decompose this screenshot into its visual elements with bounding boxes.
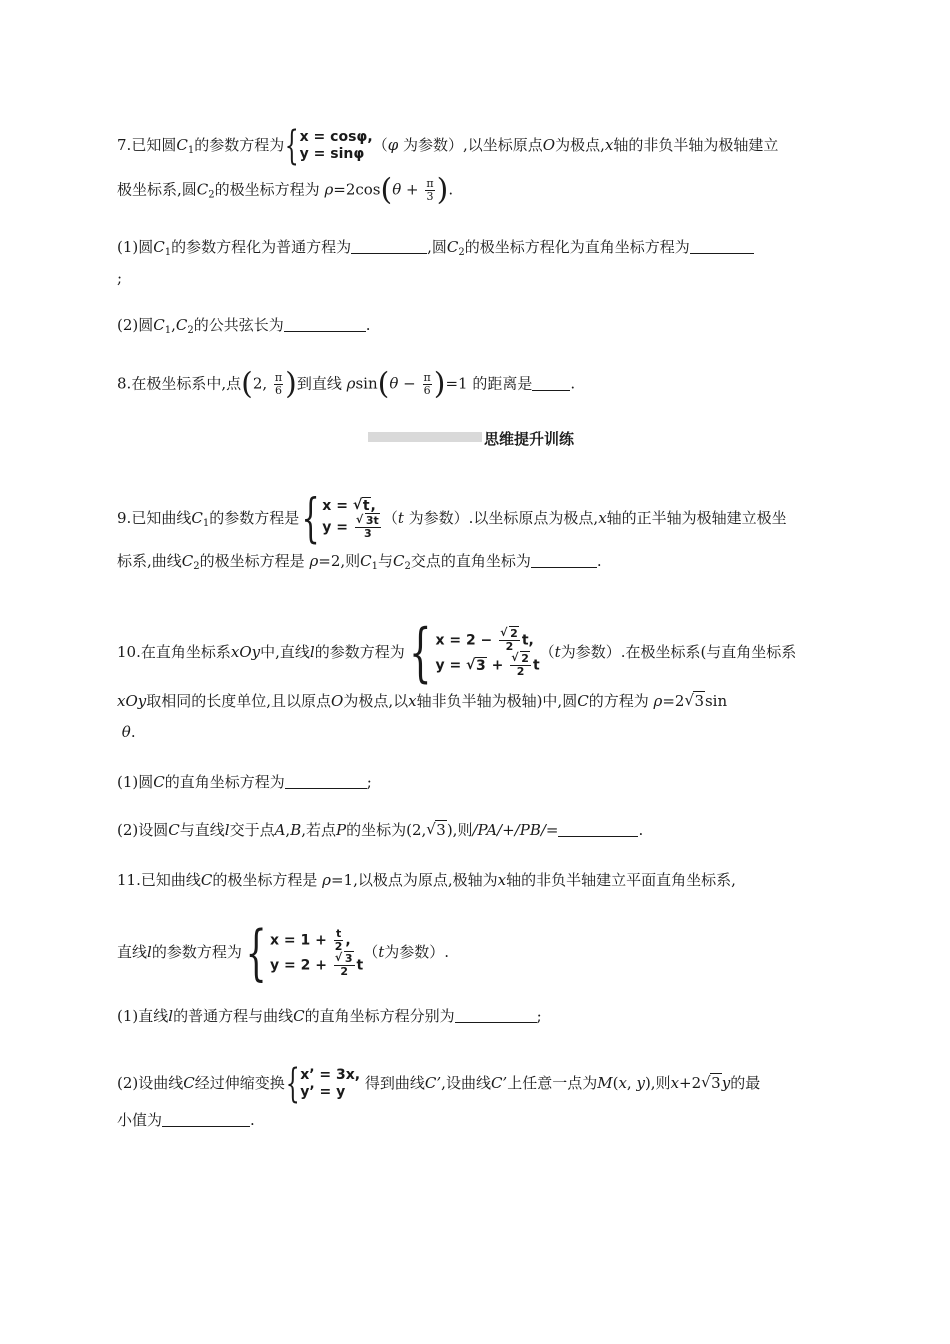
text: =2 (662, 692, 685, 710)
text: , (171, 316, 176, 334)
math-var: C (293, 1007, 305, 1025)
text: 的极坐标方程是 (212, 871, 318, 889)
text: =2cos (333, 180, 381, 199)
text: ),则 (644, 1074, 671, 1092)
numerator (499, 628, 520, 641)
text: ,圆 (427, 238, 447, 256)
radicand: 3 (344, 952, 353, 965)
text: (2)设曲线 (117, 1074, 184, 1092)
p11-line1 (117, 870, 736, 890)
text: 的方程为 (588, 692, 649, 710)
math-var: C (183, 1074, 195, 1092)
text: 标系,曲线 (117, 552, 182, 570)
text: 交点的直角坐标为 (410, 552, 531, 570)
text: 的坐标为(2, (346, 821, 427, 839)
answer-blank[interactable] (455, 1008, 537, 1023)
p7-q2 (117, 315, 371, 341)
math-var: l (168, 1007, 174, 1025)
sqrt (466, 658, 487, 675)
fraction (334, 953, 355, 978)
brace-symbol: { (408, 616, 432, 690)
p11-q1 (117, 1006, 542, 1026)
text: 极坐标系,圆 (117, 180, 197, 199)
numerator: π (423, 371, 431, 384)
numerator: t (334, 928, 344, 941)
text: y = (322, 519, 353, 536)
fraction (423, 372, 432, 397)
math-var: C (153, 238, 165, 256)
text: 为参数）.以坐标原点为极点, (403, 509, 599, 527)
subscript: 2 (458, 247, 465, 258)
math-var: ρ (346, 374, 356, 393)
section-banner-bar (368, 432, 482, 442)
text: 已知圆 (131, 136, 177, 154)
math-var: l (224, 821, 230, 839)
text: x = (322, 498, 353, 514)
text: y = 2 + (270, 957, 332, 974)
denominator: 2 (516, 665, 525, 678)
denominator: 2 (340, 965, 349, 978)
text: 到直线 (296, 374, 342, 393)
math-var: x (618, 1074, 627, 1092)
math-var: C (446, 238, 459, 256)
subscript: 1 (202, 518, 210, 529)
sqrt (426, 820, 447, 840)
text: 的参数方程为 (151, 943, 242, 961)
right-paren: ) (433, 366, 446, 402)
answer-blank[interactable] (690, 239, 754, 254)
math-var: x (408, 692, 417, 710)
text: 轴的正半轴为极轴建立极坐 (606, 509, 787, 527)
text: . (250, 1111, 255, 1129)
math-var: ρ (324, 180, 334, 199)
text: ; (536, 1007, 542, 1025)
text: 与 (378, 552, 394, 570)
sqrt (684, 691, 705, 711)
brace-symbol: { (284, 123, 299, 169)
text: (1)圆 (117, 773, 154, 791)
param-system (322, 498, 383, 540)
math-var: C (196, 180, 209, 199)
math-var: l (147, 943, 152, 961)
math-var: xOy (230, 643, 261, 661)
math-var: t (378, 943, 385, 961)
right-paren: ) (436, 172, 449, 208)
text: x = 2 − (435, 632, 498, 649)
text: , (626, 1074, 637, 1092)
text: 取相同的长度单位,且以原点 (146, 692, 332, 710)
math-var: C (360, 552, 372, 570)
subscript: 2 (404, 561, 411, 572)
p7-q1 (117, 237, 754, 263)
math-var: C (200, 871, 213, 889)
text: . (570, 374, 576, 393)
math-var: O (331, 692, 344, 710)
p11-line2 (117, 918, 450, 988)
text: 上任意一点为 (507, 1074, 598, 1092)
math-var: C (175, 316, 188, 334)
text: , (345, 932, 351, 949)
p10-q2 (117, 820, 643, 840)
text: 的最 (730, 1074, 761, 1092)
p9-line1 (117, 489, 787, 549)
text: + (486, 657, 509, 674)
text: ; (117, 269, 123, 287)
math-var: A (274, 821, 286, 839)
math-var: θ (121, 723, 131, 741)
answer-blank[interactable] (285, 774, 367, 789)
subscript: 1 (164, 325, 172, 336)
math-var: xOy (117, 692, 147, 710)
answer-blank[interactable] (351, 239, 427, 254)
text: 轴的非负半轴为极轴建立 (613, 136, 779, 154)
math-var: C (176, 136, 188, 154)
text: 的参数方程是 (209, 509, 300, 527)
math-var: C (577, 692, 589, 710)
text: （ (363, 943, 379, 961)
denominator: 2 (505, 640, 514, 653)
math-var: θ + (392, 180, 424, 199)
text: 交于点 (229, 821, 275, 839)
math-var: y (636, 1074, 645, 1092)
denominator: 6 (423, 384, 431, 397)
text: 轴非负半轴为极轴)中,圆 (416, 692, 578, 710)
text: . (448, 180, 454, 199)
brace-symbol: { (245, 918, 267, 988)
equation-row (435, 653, 539, 678)
math-var: ρ (653, 692, 663, 710)
math-var: C’ (490, 1074, 508, 1092)
subscript: 1 (371, 561, 379, 572)
answer-blank[interactable] (531, 553, 597, 568)
equation-row (270, 953, 363, 978)
sqrt (701, 1073, 722, 1093)
param-system (435, 628, 539, 678)
equation-row (270, 928, 363, 953)
numerator: π (426, 177, 434, 190)
math-var: C (191, 509, 203, 527)
math-var: C (153, 316, 165, 334)
right-paren: ) (285, 366, 297, 402)
fraction (425, 178, 434, 203)
text: . (365, 316, 371, 334)
text: 的参数方程化为普通方程为 (171, 238, 352, 256)
radicand: 3 (436, 821, 446, 839)
answer-blank[interactable] (162, 1112, 250, 1127)
text: (2)圆 (117, 316, 154, 334)
text: 为极点, (555, 136, 605, 154)
text: =2,则 (318, 552, 361, 570)
p10-line3 (117, 722, 136, 742)
equation-row (322, 515, 383, 540)
equation-row: y = sinφ (299, 146, 365, 162)
subscript: 1 (164, 247, 172, 258)
brace-symbol: { (301, 489, 320, 549)
math-var: /PA/+/PB/= (472, 821, 559, 839)
math-var: ρ (309, 552, 319, 570)
param-system (270, 928, 363, 978)
math-var: x (497, 871, 507, 889)
text: =1 的距离是 (445, 374, 533, 393)
radicand: 2 (510, 627, 518, 640)
text: ( (612, 1074, 619, 1092)
p9-line2 (117, 551, 602, 577)
math-var: x (670, 1074, 680, 1092)
problem-number: 9. (117, 509, 132, 527)
text: 中,直线 (260, 643, 310, 661)
math-var: t (397, 509, 404, 527)
equation-row: x = cosφ, (299, 129, 373, 145)
left-paren: ( (377, 366, 390, 402)
text: 的直角坐标方程为 (164, 773, 285, 791)
text: 已知曲线 (131, 509, 192, 527)
param-system (300, 129, 373, 163)
fraction (274, 372, 283, 397)
text: t (356, 957, 364, 974)
text: (1)直线 (117, 1007, 169, 1025)
math-var: M (597, 1074, 613, 1092)
text: . (130, 723, 136, 741)
answer-blank[interactable] (558, 822, 638, 837)
sqrt (500, 628, 519, 640)
math-var: C (181, 552, 194, 570)
text: 的极坐标方程是 (199, 552, 305, 570)
math-var: C (393, 552, 405, 570)
left-paren: ( (241, 366, 253, 402)
p10-line2 (117, 691, 727, 711)
text: sin (704, 692, 728, 710)
radicand: 3 (476, 657, 486, 674)
math-var: x (604, 136, 614, 154)
text: x = 1 + (270, 932, 332, 949)
text: （ (539, 643, 555, 661)
sqrt (511, 653, 530, 665)
subscript: 2 (193, 561, 200, 572)
math-var: l (309, 643, 315, 661)
text: t (532, 657, 540, 674)
p10-line1 (117, 616, 797, 690)
text: 已知曲线 (140, 871, 201, 889)
text: , (370, 498, 376, 514)
sqrt (356, 515, 380, 527)
math-var: t (554, 643, 561, 661)
math-var: φ (387, 136, 399, 154)
text: 与直线 (179, 821, 225, 839)
text: 在直角坐标系 (140, 643, 231, 661)
text: (1)圆 (117, 238, 154, 256)
text: 经过伸缩变换 (194, 1074, 285, 1092)
section-title: 思维提升训练 (484, 430, 575, 448)
text: ,若点 (301, 821, 337, 839)
denominator: 3 (426, 190, 434, 203)
fraction (499, 628, 520, 653)
brace-symbol: { (285, 1061, 300, 1107)
math-var: C (153, 773, 165, 791)
radicand: 3t (365, 514, 379, 527)
text: . (638, 821, 644, 839)
subscript: 1 (187, 145, 195, 156)
text: ; (366, 773, 372, 791)
math-var: C (168, 821, 180, 839)
math-var: y (721, 1074, 731, 1092)
radicand: 2 (521, 652, 529, 665)
text: (2)设圆 (117, 821, 169, 839)
radicand: 3 (711, 1074, 721, 1092)
p7-line1 (117, 123, 779, 169)
fraction (510, 653, 531, 678)
text: +2 (679, 1074, 702, 1092)
text: y = (435, 657, 467, 674)
subscript: 2 (187, 325, 194, 336)
numerator (334, 953, 355, 966)
text: 的普通方程与曲线 (173, 1007, 294, 1025)
answer-blank[interactable] (284, 317, 366, 332)
p7-q1-tail (117, 268, 122, 288)
text: 的极坐标方程为 (214, 180, 320, 199)
denominator: 2 (334, 940, 343, 953)
text: 轴的非负半轴建立平面直角坐标系, (506, 871, 736, 889)
math-var: O (542, 136, 556, 154)
numerator: π (274, 371, 283, 384)
text: t, (521, 632, 534, 649)
text: 在极坐标系中,点 (131, 374, 242, 393)
math-var: ρ (322, 871, 331, 889)
p7-line2 (117, 172, 454, 208)
p11-q2 (117, 1061, 761, 1107)
math-var: B (290, 821, 302, 839)
problem-number: 10. (117, 643, 141, 661)
math-var: C’ (424, 1074, 442, 1092)
radicand: 3 (694, 692, 704, 710)
fraction (334, 928, 344, 953)
text: （ (372, 136, 388, 154)
text: 的参数方程为 (314, 643, 405, 661)
text: 小值为 (117, 1111, 163, 1129)
text: 的公共弦长为 (193, 316, 284, 334)
text: （ (382, 509, 398, 527)
text: =1,以极点为原点,极轴为 (330, 871, 498, 889)
denominator: 6 (275, 384, 283, 397)
radicand: t (362, 498, 370, 514)
answer-blank[interactable] (532, 376, 570, 391)
problem-number: 7. (117, 136, 132, 154)
math-var: θ − (389, 374, 421, 393)
text: ),则 (446, 821, 473, 839)
math-var: P (336, 821, 347, 839)
text: 为参数）.在极坐标系(与直角坐标系 (560, 643, 797, 661)
problem-number: 8. (117, 374, 132, 393)
fraction (355, 515, 381, 540)
math-var: x (598, 509, 607, 527)
equation-row (435, 628, 539, 653)
text: 的直角坐标方程分别为 (304, 1007, 455, 1025)
text: sin (355, 374, 378, 393)
text: 直线 (117, 943, 148, 961)
text: , (285, 821, 291, 839)
equation-row: y’ = y (300, 1084, 346, 1100)
text: 的极坐标方程化为直角坐标方程为 (464, 238, 690, 256)
text: 为参数）. (384, 943, 450, 961)
transform-system (300, 1067, 360, 1101)
subscript: 2 (208, 189, 215, 201)
left-paren: ( (380, 172, 393, 208)
text: 2, (252, 374, 272, 393)
p10-q1 (117, 772, 372, 792)
text: . (596, 552, 602, 570)
text: ,设曲线 (441, 1074, 491, 1092)
numerator (510, 653, 531, 666)
text: 为参数）,以坐标原点 (398, 136, 543, 154)
text: 的参数方程为 (194, 136, 285, 154)
equation-row: x’ = 3x, (300, 1067, 361, 1083)
problem-number: 11. (117, 871, 141, 889)
denominator: 3 (364, 527, 372, 540)
text: 得到曲线 (364, 1074, 425, 1092)
p8-line (117, 366, 576, 402)
sqrt (335, 953, 354, 965)
text: 为极点,以 (343, 692, 409, 710)
numerator (355, 515, 381, 528)
p11-q2-tail (117, 1110, 255, 1130)
